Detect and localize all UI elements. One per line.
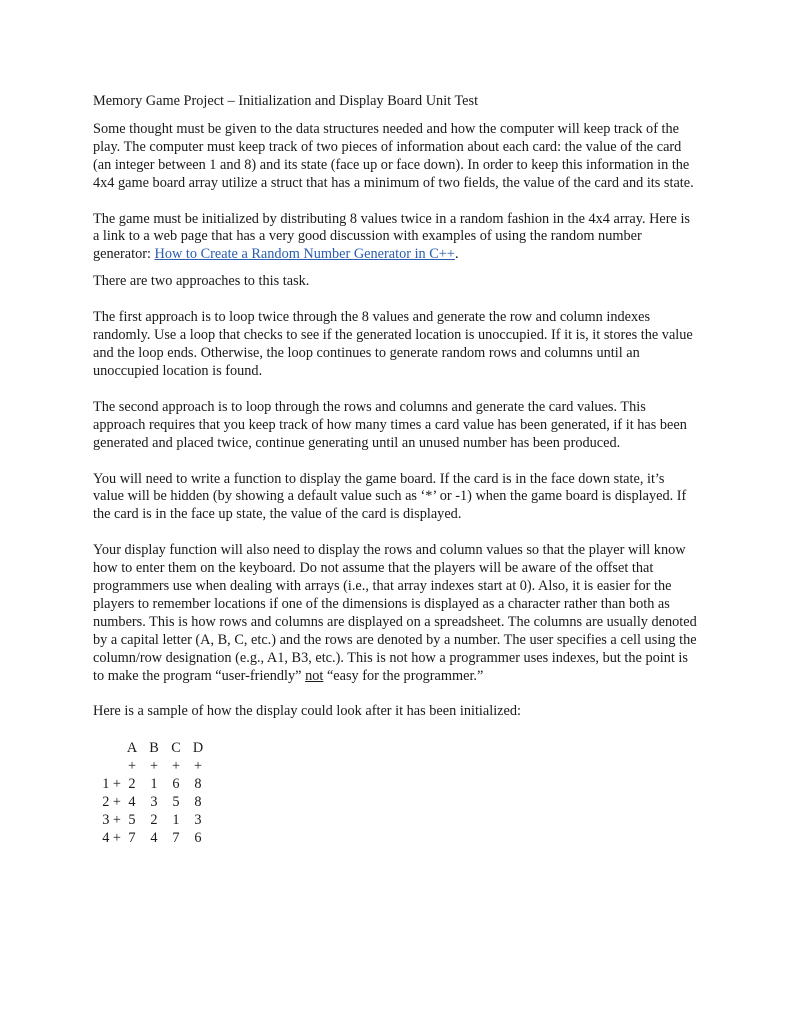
column-label: D [192, 740, 204, 757]
board-plus-row [93, 757, 209, 775]
board-cell: 7 [128, 830, 136, 847]
board-cell: 5 [128, 812, 136, 829]
board-cell: 3 [150, 794, 158, 811]
paragraph-sample-intro: Here is a sample of how the display could look after it has been initialized: [93, 703, 521, 720]
paragraph-second-approach: The second approach is to loop through the rows and columns and generate the card values. This approach requires that you keep track of how many times a card value has been generated, if it has been generated and placed twice, continue generating until an unused number has been produced. [93, 398, 687, 451]
paragraph-first-approach: The first approach is to loop twice through the 8 values and generate the row and column indexes randomly. Use a loop that checks to see if the generated location is unoccupied. If it is, it stores the value and the loop ends. Otherwise, the loop continues to generate random rows and columns until an unoccupied location is found. [93, 309, 693, 379]
underlined-not: not [305, 667, 324, 684]
paragraph-data-structures: Some thought must be given to the data structures needed and how the computer will keep track of the play. The computer must keep track of two pieces of information about each card: the value of the card (an integer between 1 and 8) and its state (face up or face down). In order to keep this information in the 4x4 game board array utilize a struct that has a minimum of two fields, the value of the card and its state. [93, 120, 694, 191]
board-row [93, 829, 209, 847]
column-label: A [126, 740, 138, 757]
board-cell: 6 [194, 830, 202, 847]
document-title: Memory Game Project – Initialization and Display Board Unit Test [93, 93, 479, 109]
board-row [93, 811, 209, 829]
column-marker: + [127, 758, 137, 775]
board-cell: 1 [172, 812, 180, 829]
board-cell: 7 [172, 830, 180, 847]
column-label: B [149, 740, 159, 757]
paragraph-two-approaches: There are two approaches to this task. [93, 273, 310, 290]
column-marker: + [149, 758, 159, 775]
board-cell: 4 [150, 830, 158, 847]
row-label: 4 + [102, 830, 121, 847]
paragraph-initialization-text: The game must be initialized by distributing 8 values twice in a random fashion in the 4x4 array. Here is a link to a web page that has a very good discussion with examples of using the random number generator: [93, 210, 690, 263]
row-label: 2 + [102, 794, 121, 811]
column-label: C [171, 740, 181, 757]
paragraph-initialization [93, 211, 698, 265]
document-body [93, 93, 698, 847]
board-cell: 3 [194, 812, 202, 829]
board-cell: 8 [194, 776, 202, 793]
paragraph-rows-columns-text: Your display function will also need to display the rows and column values so that the player will know how to enter them on the keyboard. Do not assume that the players will be aware of the offset that programmers use when dealing with arrays (i.e., that array indexes start at 0). Also, it is easier for the players to remember locations if one of the dimensions is displayed as a character rather than both as numbers. This is how rows and columns are displayed on a spreadsheet. The columns are usually denoted by a capital letter (A, B, C, etc.) and the rows are denoted by a number. The user specifies a cell using the column/row designation (e.g., A1, B3, etc.). This is not how a programmer uses indexes, but the point is to make the program “user-friendly” [93, 542, 697, 684]
row-label: 1 + [102, 776, 121, 793]
board-cell: 1 [150, 776, 158, 793]
sample-game-board [93, 739, 209, 847]
board-cell: 2 [128, 776, 136, 793]
board-cell: 5 [172, 794, 180, 811]
paragraph-rows-columns-end: “easy for the programmer.” [323, 667, 484, 684]
row-label: 3 + [102, 812, 121, 829]
board-cell: 8 [194, 794, 202, 811]
paragraph-display-function: You will need to write a function to display the game board. If the card is in the face down state, it’s value will be hidden (by showing a default value such as ‘*’ or -1) when the game board is displayed. If the card is in the face up state, the value of the card is displayed. [93, 470, 687, 523]
board-cell: 4 [128, 794, 136, 811]
column-marker: + [171, 758, 181, 775]
board-cell: 2 [150, 812, 158, 829]
board-cell: 6 [172, 776, 180, 793]
random-number-generator-link[interactable]: How to Create a Random Number Generator in C++ [154, 246, 455, 263]
board-row [93, 793, 209, 811]
paragraph-initialization-end: . [454, 246, 459, 263]
board-row [93, 775, 209, 793]
paragraph-rows-columns [93, 542, 698, 685]
column-marker: + [193, 758, 203, 775]
board-column-header-row [93, 739, 209, 757]
